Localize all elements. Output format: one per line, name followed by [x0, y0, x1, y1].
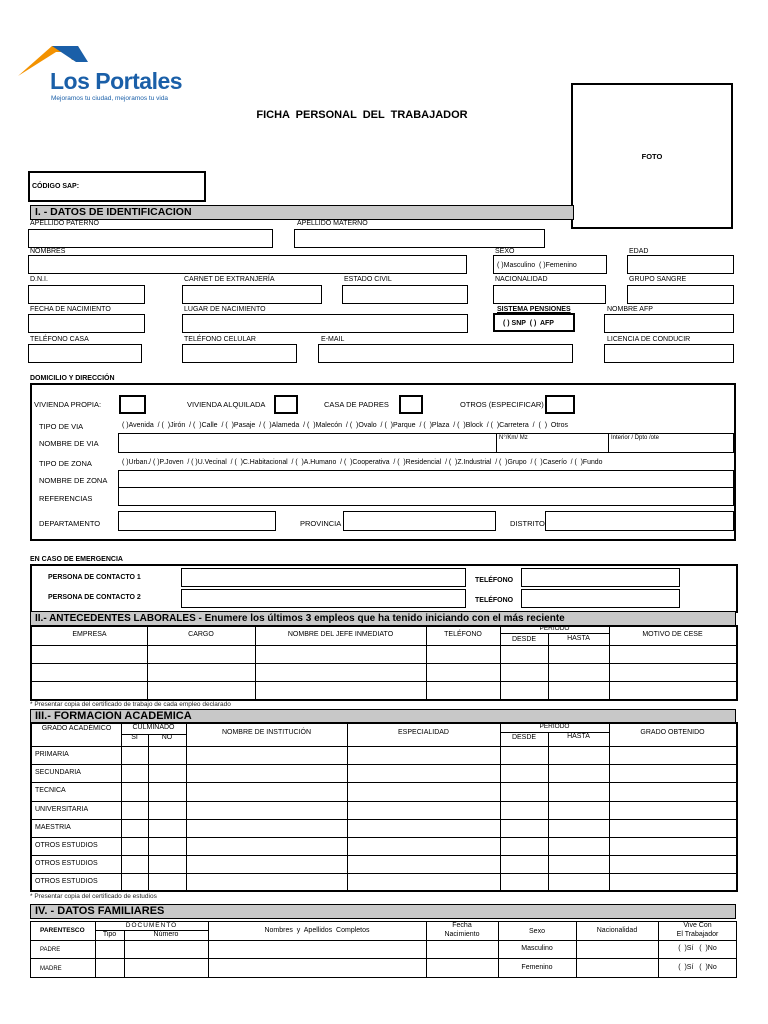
nombre-zona-field[interactable]: [118, 470, 734, 488]
sexo-header: Sexo: [529, 928, 545, 935]
sistema-pensiones-field[interactable]: [493, 313, 575, 332]
provincia-field[interactable]: [343, 511, 496, 531]
telefono-celular-label: TELÉFONO CELULAR: [184, 336, 256, 343]
col-motivo: MOTIVO DE CESE: [642, 631, 703, 638]
familiar-row-madre-sexo: Femenino: [521, 964, 553, 971]
formacion-col-div: [500, 724, 501, 891]
email-field[interactable]: [318, 344, 573, 363]
grupo-sangre-field[interactable]: [627, 285, 734, 304]
casa-padres-checkbox[interactable]: [399, 395, 423, 414]
contacto2-telefono-label: TELÉFONO: [475, 597, 514, 604]
contacto2-field[interactable]: [181, 589, 466, 608]
referencias-label: REFERENCIAS: [39, 494, 93, 503]
grupo-sangre-label: GRUPO SANGRE: [629, 276, 687, 283]
vivienda-propia-label: VIVIENDA PROPIA:: [34, 400, 102, 409]
lugar-nacimiento-field[interactable]: [182, 314, 468, 333]
vivienda-alquilada-label: VIVIENDA ALQUILADA: [187, 400, 266, 409]
laborales-col-div: [548, 633, 549, 700]
photo-label: FOTO: [641, 152, 663, 161]
otros-especificar-field[interactable]: [545, 395, 575, 414]
laborales-periodo-line: [500, 633, 609, 634]
edad-label: EDAD: [629, 248, 649, 255]
nacionalidad-label: NACIONALIDAD: [495, 276, 548, 283]
laborales-note: * Presentar copia del certificado de trabajo de cada empleo declarado: [30, 701, 231, 708]
nacionalidad-field[interactable]: [493, 285, 606, 304]
tipo-zona-label: TIPO DE ZONA: [39, 459, 92, 468]
fecha-nacimiento-label: FECHA DE NACIMIENTO: [30, 306, 111, 313]
contacto1-field[interactable]: [181, 568, 466, 587]
vive-header-2: El Trabajador: [676, 931, 719, 938]
formacion-col-div: [121, 724, 122, 891]
email-label: E-MAIL: [321, 336, 345, 343]
provincia-label: PROVINCIA: [300, 519, 342, 528]
formacion-row-label: OTROS ESTUDIOS: [35, 878, 98, 886]
formacion-col-div: [186, 724, 187, 891]
licencia-field[interactable]: [604, 344, 734, 363]
nacionalidad-header: Nacionalidad: [596, 927, 638, 934]
grado-obtenido-header: GRADO OBTENIDO: [640, 729, 705, 736]
col-periodo: PERIODO: [539, 625, 570, 632]
otros-especificar-label: OTROS (ESPECIFICAR): [460, 400, 544, 409]
col-desde: DESDE: [511, 636, 537, 643]
col-cargo: CARGO: [188, 631, 214, 638]
formacion-row-line: [32, 837, 736, 838]
familiar-row-padre-sexo: Masculino: [521, 945, 553, 952]
formacion-col-div: [347, 724, 348, 891]
familiar-row-padre-vive[interactable]: ( )Sí ( )No: [678, 945, 717, 952]
departamento-field[interactable]: [118, 511, 276, 531]
formacion-row-line: [32, 873, 736, 874]
brand-name: Los Portales: [50, 68, 183, 94]
formacion-row-label: TECNICA: [35, 787, 66, 795]
section-identificacion-header: I. - DATOS DE IDENTIFICACION: [30, 205, 574, 220]
pensiones-options: ( ) SNP ( ) AFP: [503, 320, 554, 327]
nombre-via-divider-1: [496, 433, 497, 453]
especialidad-header: ESPECIALIDAD: [398, 729, 449, 736]
licencia-label: LICENCIA DE CONDUCIR: [607, 336, 691, 343]
codigo-sap-box[interactable]: [28, 171, 206, 202]
apellido-materno-label: APELLIDO MATERNO: [297, 220, 368, 227]
contacto1-telefono-field[interactable]: [521, 568, 680, 587]
apellido-paterno-label: APELLIDO PATERNO: [30, 220, 99, 227]
contacto2-telefono-field[interactable]: [521, 589, 680, 608]
contacto1-telefono-label: TELÉFONO: [475, 577, 514, 584]
section-laborales-header: II.- ANTECEDENTES LABORALES - Enumere los últimos 3 empleos que ha tenido iniciando con el más reciente: [30, 611, 736, 626]
nombre-via-divider-2: [608, 433, 609, 453]
vivienda-propia-checkbox[interactable]: [119, 395, 146, 414]
formacion-row-label: OTROS ESTUDIOS: [35, 860, 98, 868]
formacion-row-line: [32, 855, 736, 856]
formacion-row-label: SECUNDARIA: [35, 769, 81, 777]
formacion-row-line: [32, 764, 736, 765]
sexo-label: SEXO: [495, 248, 515, 255]
familiares-row-line: [30, 940, 737, 941]
estado-civil-field[interactable]: [342, 285, 468, 304]
fecha-header-1: Fecha: [452, 922, 472, 929]
dni-label: D.N.I.: [30, 276, 48, 283]
lugar-nacimiento-label: LUGAR DE NACIMIENTO: [184, 306, 266, 313]
carnet-field[interactable]: [182, 285, 322, 304]
formacion-row-line: [32, 801, 736, 802]
estado-civil-label: ESTADO CIVIL: [344, 276, 392, 283]
domicilio-title: DOMICILIO Y DIRECCIÓN: [30, 375, 115, 382]
tipo-via-options[interactable]: ( )Avenida / ( )Jirón / ( )Calle / ( )Pasaje / ( )Alameda / ( )Malecón / ( )Ovalo / ( )Parque / ( )Plaza / ( )Block / ( )Carretera / ( ) Otros: [122, 422, 569, 429]
formacion-col-div: [148, 734, 149, 891]
formacion-row-line: [32, 819, 736, 820]
carnet-label: CARNET DE EXTRANJERÍA: [184, 276, 275, 283]
desde-header: DESDE: [511, 734, 537, 741]
vive-header-1: Vive Con: [683, 922, 712, 929]
laborales-row-line: [32, 663, 736, 664]
company-logo: [16, 42, 191, 106]
telefono-casa-label: TELÉFONO CASA: [30, 336, 89, 343]
contacto1-label: PERSONA DE CONTACTO 1: [48, 574, 141, 581]
referencias-field[interactable]: [118, 487, 734, 506]
nombre-zona-label: NOMBRE DE ZONA: [39, 476, 108, 485]
tipo-via-label: TIPO DE VIA: [39, 422, 84, 431]
laborales-row-line: [32, 645, 736, 646]
apellido-paterno-field[interactable]: [28, 229, 273, 248]
contacto2-label: PERSONA DE CONTACTO 2: [48, 594, 141, 601]
parentesco-header: PARENTESCO: [40, 927, 85, 934]
col-telefono: TELÉFONO: [444, 631, 482, 638]
hasta-header: HASTA: [567, 733, 590, 740]
laborales-row-line: [32, 681, 736, 682]
codigo-sap-label: CÓDIGO SAP:: [32, 183, 80, 190]
dni-field[interactable]: [28, 285, 145, 304]
familiar-row-madre-vive[interactable]: ( )Sí ( )No: [678, 964, 717, 971]
formacion-col-div: [609, 724, 610, 891]
sexo-options: ( )Masculino ( )Femenino: [497, 262, 577, 269]
nombre-via-label: NOMBRE DE VIA: [39, 439, 99, 448]
formacion-row-line: [32, 746, 736, 747]
tipo-header: Tipo: [102, 931, 117, 938]
departamento-label: DEPARTAMENTO: [39, 519, 101, 528]
grado-academico-text: GRADO ACADÉMICO: [41, 725, 112, 732]
apellido-materno-field[interactable]: [294, 229, 545, 248]
numero-header: Número: [153, 931, 179, 938]
interior-label: Interior / Dpto /ote: [611, 435, 660, 441]
institucion-header: NOMBRE DE INSTITUCIÓN: [221, 729, 312, 736]
nombres-header: Nombres y Apellidos Completos: [264, 927, 370, 934]
nombre-afp-field[interactable]: [604, 314, 734, 333]
formacion-row-label: UNIVERSITARIA: [35, 805, 89, 813]
sistema-pensiones-label: SISTEMA PENSIONES: [497, 306, 571, 313]
periodo-header: PERIODO: [539, 723, 570, 730]
formacion-row-label: PRIMARIA: [35, 751, 69, 758]
fecha-header-2: Nacimiento: [444, 931, 480, 938]
col-jefe: NOMBRE DEL JEFE INMEDIATO: [287, 631, 394, 638]
formacion-note: * Presentar copia del certificado de estudios: [30, 893, 157, 900]
formacion-row-line: [32, 782, 736, 783]
tipo-zona-options[interactable]: ( )Urban./ ( )P.Joven / ( )U.Vecinal / ( )C.Habitacional / ( )A.Humano / ( )Cooperativa / ( )Residencial / ( )Z.Industrial / ( )Grupo / ( )Caserío / ( )Fundo: [122, 459, 603, 466]
nombre-afp-label: NOMBRE AFP: [607, 306, 653, 313]
formacion-row-label: OTROS ESTUDIOS: [35, 842, 98, 849]
telefono-celular-field[interactable]: [182, 344, 297, 363]
formacion-row-label: MAESTRIA: [35, 823, 71, 831]
nombres-field[interactable]: [28, 255, 467, 274]
documento-header: DOCUMENTO: [125, 922, 178, 929]
grado-academico-header: [32, 725, 121, 733]
col-empresa: EMPRESA: [72, 631, 107, 638]
nombres-label: NOMBRES: [30, 248, 66, 255]
emergencia-title: EN CASO DE EMERGENCIA: [30, 556, 123, 563]
distrito-field[interactable]: [545, 511, 734, 531]
formacion-col-div: [548, 732, 549, 891]
familiar-row-padre-parentesco: PADRE: [40, 947, 61, 953]
num-km-label: N°/Km/ Mz: [499, 435, 528, 441]
casa-padres-label: CASA DE PADRES: [324, 400, 389, 409]
section-formacion-header: III.- FORMACION ACADEMICA: [30, 709, 736, 724]
familiares-row-line: [30, 958, 737, 959]
section-familiares-header: IV. - DATOS FAMILIARES: [30, 904, 736, 919]
photo-box[interactable]: [571, 83, 733, 229]
fecha-nacimiento-field[interactable]: [28, 314, 145, 333]
sexo-field[interactable]: [493, 255, 607, 274]
culminado-header: CULMINADO: [132, 724, 175, 731]
formacion-table: [30, 722, 738, 892]
brand-tagline: Mejoramos tu ciudad, mejoramos tu vida: [51, 95, 169, 102]
vivienda-alquilada-checkbox[interactable]: [274, 395, 298, 414]
edad-field[interactable]: [627, 255, 734, 274]
telefono-casa-field[interactable]: [28, 344, 142, 363]
si-header: SI: [131, 734, 138, 741]
distrito-label: DISTRITO: [510, 519, 545, 528]
no-header: NO: [161, 734, 173, 741]
form-title: FICHA PERSONAL DEL TRABAJADOR: [256, 109, 468, 121]
col-hasta: HASTA: [567, 635, 590, 642]
familiar-row-madre-parentesco: MADRE: [40, 966, 62, 972]
